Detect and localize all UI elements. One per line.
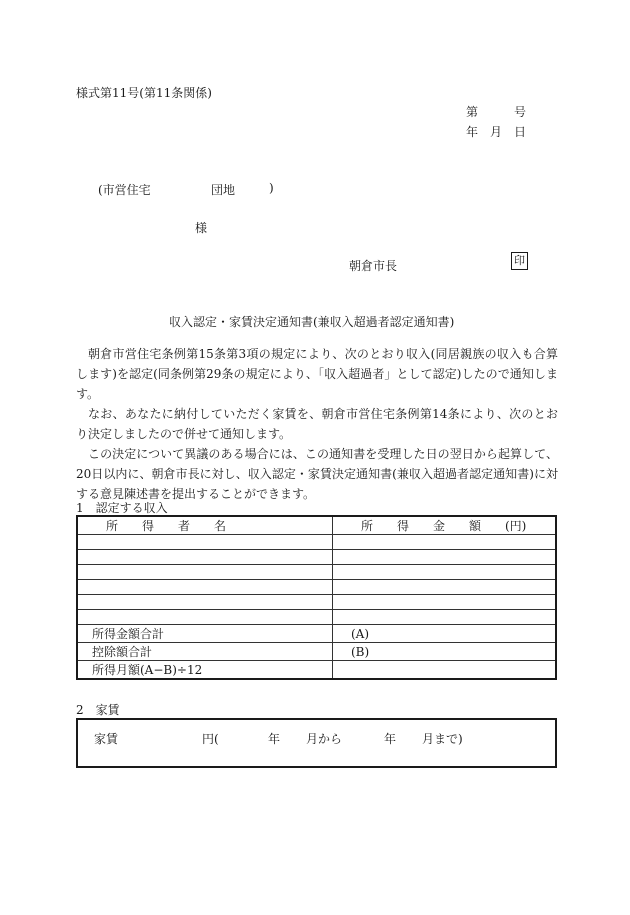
header-income-amount: 所 得 金 額 (円) (333, 516, 557, 535)
rent-year-until: 年 (384, 732, 397, 746)
rent-box (76, 718, 557, 768)
paragraph-1: 朝倉市営住宅条例第15条第3項の規定により、次のとおり収入(同居親族の収入も合算します)を認定(同条例第29条の規定により、「収入超過者」として認定)したので通知します。 (76, 347, 558, 401)
amount-cell[interactable] (333, 550, 557, 565)
earner-cell[interactable] (77, 550, 333, 565)
date-month: 月 (490, 125, 503, 139)
table-row (77, 580, 556, 595)
amount-cell[interactable] (333, 595, 557, 610)
table-row (77, 535, 556, 550)
table-row (77, 610, 556, 625)
section1-heading: 1 認定する収入 (76, 501, 168, 515)
rent-yen-open: 円( (202, 732, 219, 746)
date-year: 年 (466, 125, 479, 139)
earner-cell[interactable] (77, 580, 333, 595)
summary-row-total (77, 625, 556, 643)
label-total-deduction: 控除額合計 (77, 643, 333, 661)
income-header-row (77, 516, 556, 535)
rent-label: 家賃 (94, 732, 119, 746)
header-income-earner: 所 得 者 名 (77, 516, 333, 535)
recipient-suffix: 様 (195, 221, 208, 235)
body-text (76, 344, 558, 504)
paragraph-2: なお、あなたに納付していただく家賃を、朝倉市営住宅条例第14条により、次のとおり決定しましたので併せて通知します。 (76, 407, 558, 441)
rent-year-from: 年 (268, 732, 281, 746)
label-monthly-income: 所得月額(A−B)÷12 (77, 661, 333, 680)
seal-mark: 印 (511, 252, 528, 270)
address-danchi: 団地 (211, 183, 236, 197)
amount-cell[interactable] (333, 565, 557, 580)
earner-cell[interactable] (77, 565, 333, 580)
label-total-income: 所得金額合計 (77, 625, 333, 643)
rent-month-until: 月まで) (422, 732, 463, 746)
doc-number-dai: 第 (466, 105, 479, 119)
table-row (77, 565, 556, 580)
value-total-deduction[interactable]: (B) (333, 643, 557, 661)
earner-cell[interactable] (77, 535, 333, 550)
value-monthly-income[interactable] (333, 661, 557, 680)
amount-cell[interactable] (333, 610, 557, 625)
summary-row-deduction (77, 643, 556, 661)
value-total-income[interactable]: (A) (333, 625, 557, 643)
section2-heading: 2 家賃 (76, 703, 120, 717)
date-day: 日 (514, 125, 527, 139)
form-number: 様式第11号(第11条関係) (76, 86, 212, 100)
earner-cell[interactable] (77, 610, 333, 625)
document-title: 収入認定・家賃決定通知書(兼収入超過者認定通知書) (169, 315, 455, 329)
address-close: ) (269, 181, 274, 195)
table-row (77, 550, 556, 565)
summary-row-monthly (77, 661, 556, 680)
amount-cell[interactable] (333, 535, 557, 550)
issuer: 朝倉市長 (349, 259, 398, 273)
table-row (77, 595, 556, 610)
earner-cell[interactable] (77, 595, 333, 610)
income-table (76, 515, 557, 680)
address-prefix: (市営住宅 (98, 183, 151, 197)
amount-cell[interactable] (333, 580, 557, 595)
rent-month-from: 月から (306, 732, 343, 746)
paragraph-3: この決定について異議のある場合には、この通知書を受理した日の翌日から起算して、20日以内に、朝倉市長に対し、収入認定・家賃決定通知書(兼収入超過者認定通知書)に対する意見陳述書を提出することができます。 (76, 447, 558, 501)
doc-number-go: 号 (514, 105, 527, 119)
